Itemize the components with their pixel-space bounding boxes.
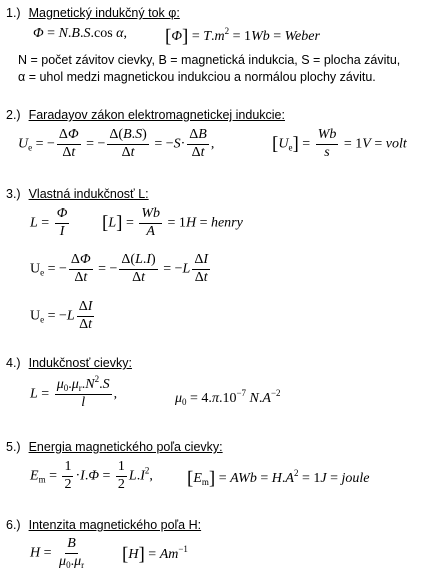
formula-energy: $E_m$ = $\frac{1}{2}$ ·I.Φ = $\frac{1}{2}$ $L.I^2$,: [30, 459, 153, 492]
formula-faraday-unit: $[U_e]$ = $\frac{Wb}{s}$ = 1V = volt: [272, 127, 407, 160]
section-1-heading: [6, 6, 180, 20]
formula-faraday: $U_e$ = − $\frac{\Delta\Phi}{\Delta t}$ = − $\frac{\Delta(B.S)}{\Delta t}$ = −S· $\frac{\Delta B}{\Delta t}$ ,: [18, 127, 215, 160]
formula-flux: Φ = N.B.S.cos α,: [33, 26, 128, 41]
section-title: Magnetický indukčný tok φ:: [28, 6, 180, 20]
section-5-heading: [6, 440, 223, 454]
formula-induced-voltage-short: $U_e = -L$ $\frac{\Delta I}{\Delta t}$: [30, 299, 93, 332]
section-number: 6.): [6, 518, 21, 532]
section-number: 5.): [6, 440, 21, 454]
section-title: Energia magnetického poľa cievky:: [28, 440, 223, 454]
section-title: Faradayov zákon elektromagnetickej indukcie:: [28, 108, 285, 122]
formula-flux-unit: $[\Phi] = T.m^2 = 1Wb$ = Weber: [165, 26, 320, 47]
formula-coil-inductance: L = $\frac{\mu_0.\mu_r.N^2.S}{l}$ ,: [30, 374, 118, 410]
section-number: 3.): [6, 187, 21, 201]
note-line-1: N = počet závitov cievky, B = magnetická indukcia, S = plocha závitu,: [18, 53, 401, 67]
section-title: Intenzita magnetického poľa H:: [28, 518, 202, 532]
formula-field-intensity-unit: $[H] = Am^{-1}$: [122, 544, 188, 565]
formula-mu0: $\mu_0 = 4.\pi.10^{-7}$ $N.A^{-2}$: [175, 388, 281, 407]
formula-induced-voltage: $U_e$ = − $\frac{\Delta\Phi}{\Delta t}$ = − $\frac{\Delta(L.I)}{\Delta t}$ = −L $\frac{\Delta I}{\Delta t}$: [30, 252, 208, 285]
section-number: 4.): [6, 356, 21, 370]
formula-self-inductance: L = $\frac{\Phi}{I}$: [30, 206, 68, 239]
formula-energy-unit: $[E_m]$ = AWb = $H.A^2 = 1J$ = joule: [187, 468, 370, 489]
section-3-heading: [6, 187, 149, 201]
section-6-heading: [6, 518, 201, 532]
formula-field-intensity: H = $\frac{B}{\mu_0.\mu_r}$: [30, 536, 85, 570]
section-number: 1.): [6, 6, 21, 20]
section-title: Vlastná indukčnosť L:: [28, 187, 149, 201]
formula-self-inductance-unit: [L] = $\frac{Wb}{A}$ = 1H = henry: [102, 206, 243, 239]
section-2-heading: [6, 108, 285, 122]
note-line-2: α = uhol medzi magnetickou indukciou a normálou plochy závitu.: [18, 70, 376, 84]
section-4-heading: [6, 356, 132, 370]
section-number: 2.): [6, 108, 21, 122]
section-title: Indukčnosť cievky:: [28, 356, 132, 370]
